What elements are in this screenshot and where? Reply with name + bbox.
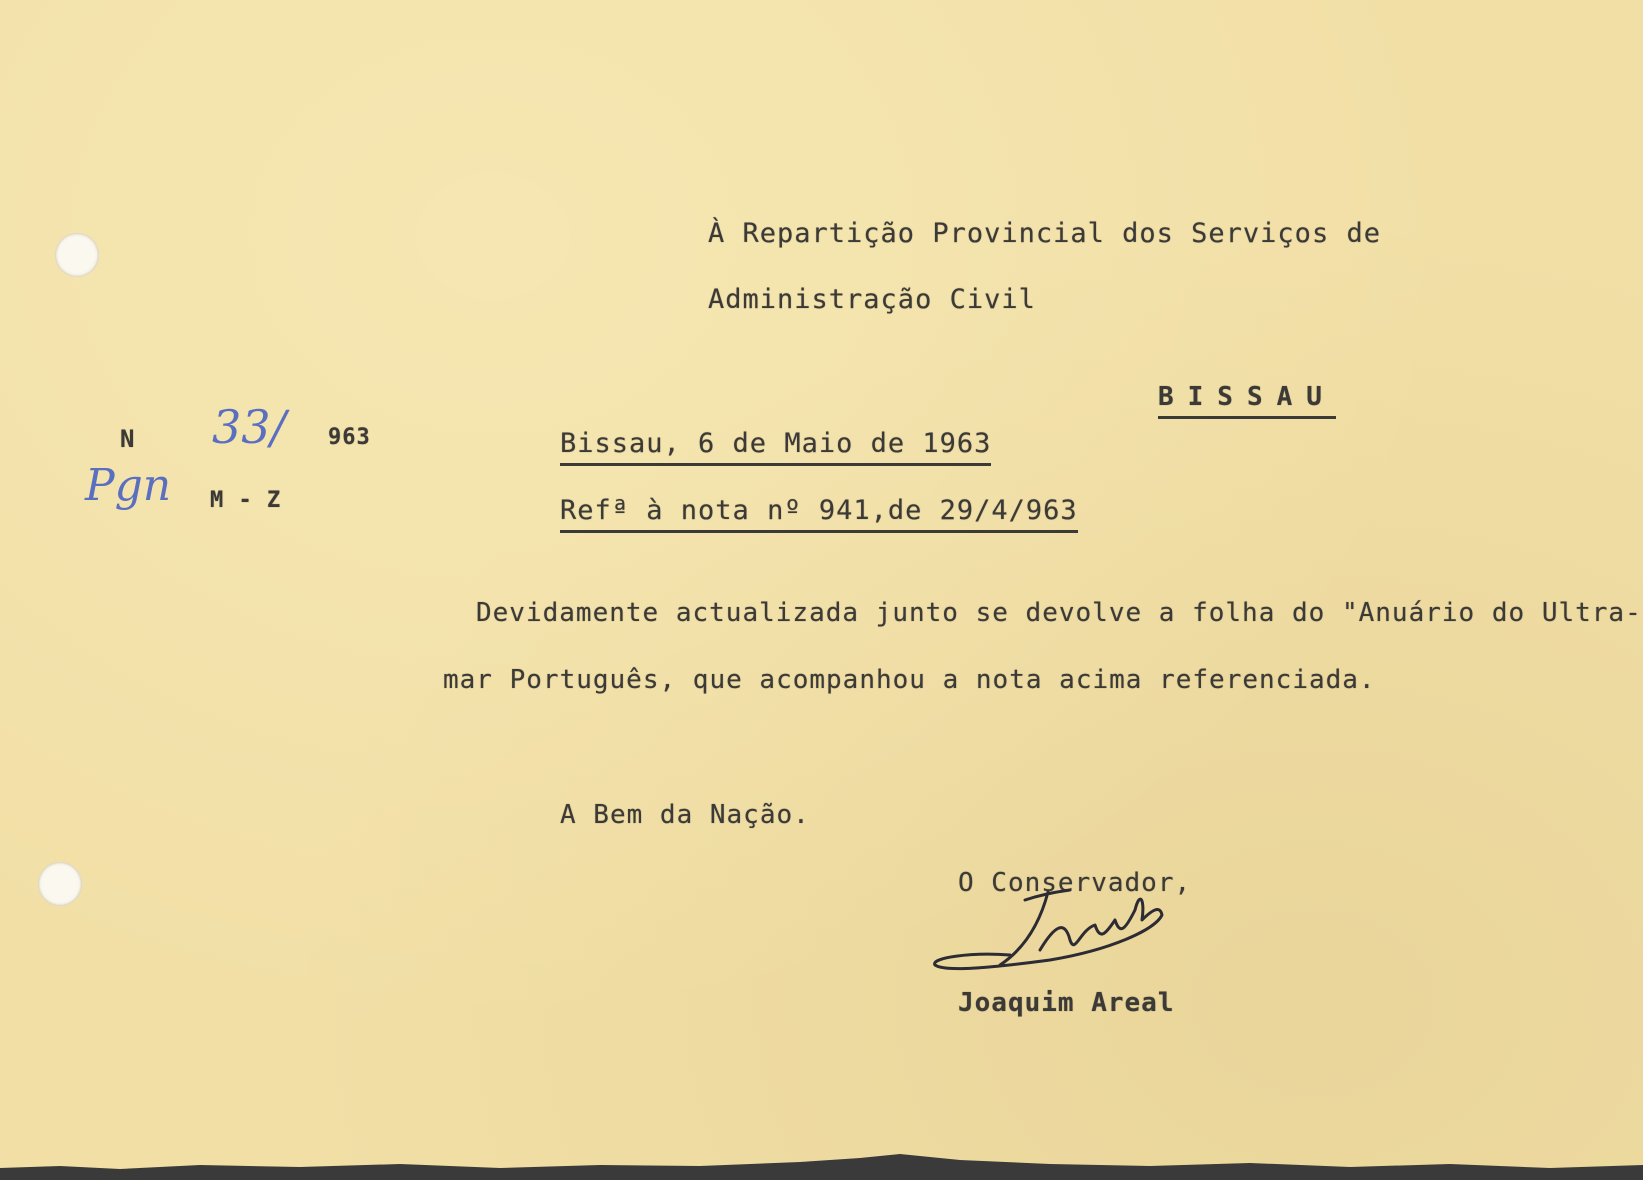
signer-name: Joaquim Areal <box>958 988 1175 1018</box>
torn-bottom-edge <box>0 1150 1643 1180</box>
recipient-line-2: Administração Civil <box>708 284 1036 315</box>
margin-code: M - Z <box>210 488 282 513</box>
signer-title: O Conservador, <box>958 868 1192 898</box>
recipient-line-1: À Repartição Provincial dos Serviços de <box>708 218 1381 249</box>
typed-year-suffix: 963 <box>328 425 371 450</box>
handwritten-initials: Pgn <box>85 460 172 511</box>
handwritten-number: 33/ <box>212 400 287 454</box>
closing-line: A Bem da Nação. <box>560 800 810 830</box>
body-line-1: Devidamente actualizada junto se devolve a folha do "Anuário do Ultra- <box>476 598 1642 628</box>
letter-date: Bissau, 6 de Maio de 1963 <box>560 428 991 466</box>
letter-reference: Refª à nota nº 941,de 29/4/963 <box>560 495 1078 533</box>
margin-n-label: N <box>120 425 136 453</box>
punch-hole-bottom <box>38 862 82 906</box>
city-heading: BISSAU <box>1158 382 1336 419</box>
punch-hole-top <box>55 233 99 277</box>
handwritten-signature <box>930 870 1230 1000</box>
body-line-2: mar Português, que acompanhou a nota acima referenciada. <box>443 665 1376 695</box>
